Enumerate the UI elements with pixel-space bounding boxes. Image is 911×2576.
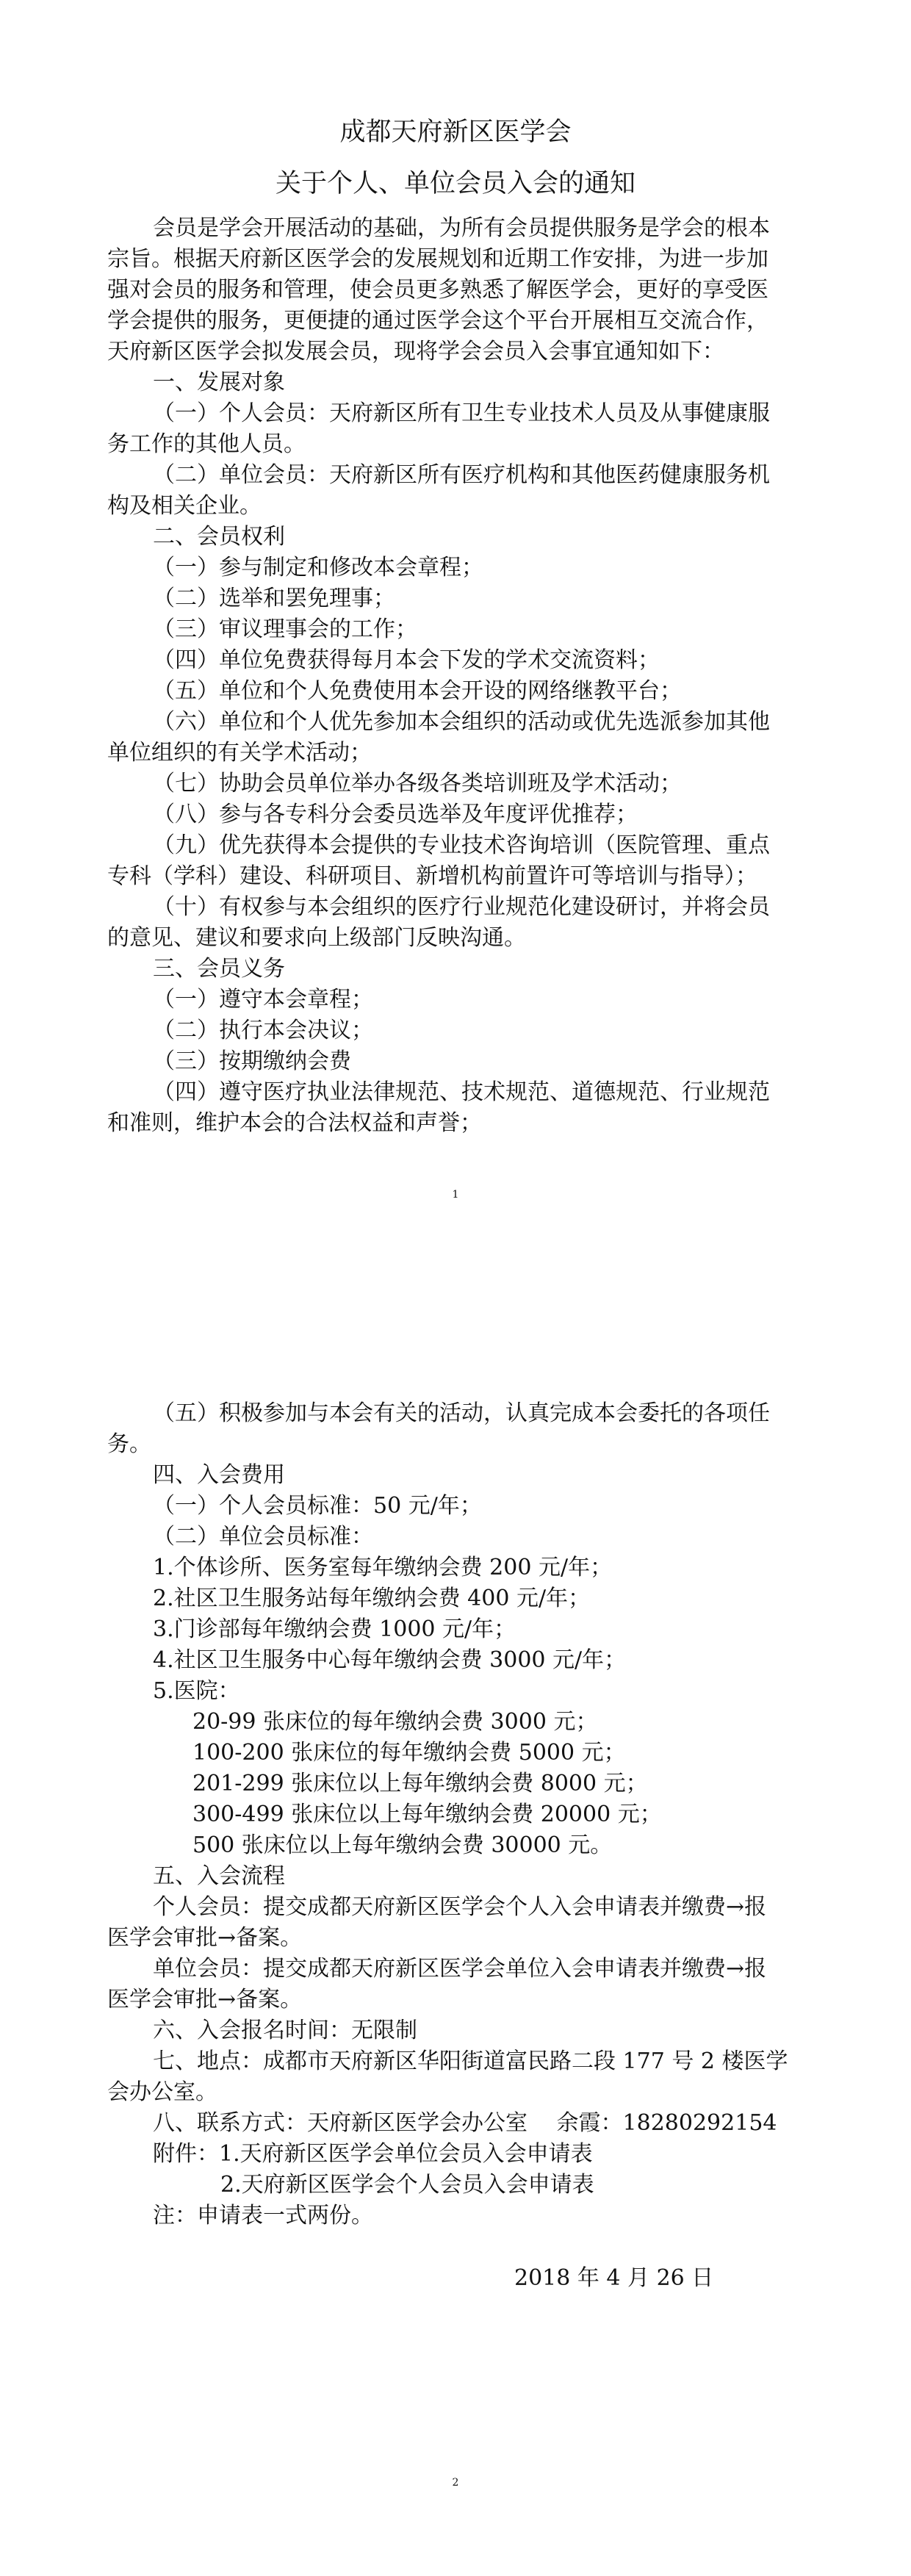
body-line: （二）执行本会决议； xyxy=(153,1018,373,1043)
fee-line: 1.个体诊所、医务室每年缴纳会费 200 元/年； xyxy=(153,1555,613,1580)
body-line: （一）个人会员：天府新区所有卫生专业技术人员及从事健康服 xyxy=(153,400,770,426)
document-title: 成都天府新区医学会 xyxy=(339,118,572,147)
page-2 xyxy=(0,1288,911,2576)
body-line: 会办公室。 xyxy=(107,2079,217,2105)
section-heading: 五、入会流程 xyxy=(153,1863,285,1889)
body-line: 天府新区医学会拟发展会员，现将学会会员入会事宜通知如下： xyxy=(107,339,724,364)
fee-line: 500 张床位以上每年缴纳会费 30000 元。 xyxy=(192,1832,613,1858)
document-date: 2018 年 4 月 26 日 xyxy=(514,2265,714,2291)
fee-line: 4.社区卫生服务中心每年缴纳会费 3000 元/年； xyxy=(153,1647,627,1673)
fee-line: 201-299 张床位以上每年缴纳会费 8000 元； xyxy=(192,1771,648,1796)
fee-line: 3.门诊部每年缴纳会费 1000 元/年； xyxy=(153,1616,516,1642)
body-line: （九）优先获得本会提供的专业技术咨询培训（医院管理、重点 xyxy=(153,832,770,858)
body-line: （一）个人会员标准：50 元/年； xyxy=(153,1493,482,1519)
fee-line: 300-499 张床位以上每年缴纳会费 20000 元； xyxy=(192,1802,662,1827)
body-line: 医学会审批→备案。 xyxy=(107,1925,303,1951)
body-line: （二）选举和罢免理事； xyxy=(153,586,395,611)
body-line: （一）参与制定和修改本会章程； xyxy=(153,555,483,580)
body-line: 的意见、建议和要求向上级部门反映沟通。 xyxy=(107,925,526,951)
fee-line: 2.社区卫生服务站每年缴纳会费 400 元/年； xyxy=(153,1586,591,1611)
body-line: （二）单位会员：天府新区所有医疗机构和其他医药健康服务机 xyxy=(153,462,770,488)
body-line: 务。 xyxy=(107,1431,151,1457)
fee-line: 100-200 张床位的每年缴纳会费 5000 元； xyxy=(192,1740,626,1766)
contact-line: 八、联系方式：天府新区医学会办公室 余霞：18280292154 xyxy=(153,2110,777,2136)
body-line: 个人会员：提交成都天府新区医学会个人入会申请表并缴费→报 xyxy=(153,1894,767,1920)
body-line: 单位会员：提交成都天府新区医学会单位入会申请表并缴费→报 xyxy=(153,1956,767,1982)
section-heading: 二、会员权利 xyxy=(153,524,285,550)
body-line: 会员是学会开展活动的基础，为所有会员提供服务是学会的根本 xyxy=(153,215,770,241)
fee-line: 20-99 张床位的每年缴纳会费 3000 元； xyxy=(192,1709,598,1735)
body-line: 单位组织的有关学术活动； xyxy=(107,740,372,766)
section-heading: 六、入会报名时间：无限制 xyxy=(153,2018,417,2043)
body-line: 强对会员的服务和管理，使会员更多熟悉了解医学会，更好的享受医 xyxy=(107,277,768,303)
body-line: （六）单位和个人优先参加本会组织的活动或优先选派参加其他 xyxy=(153,709,770,735)
body-line: 宗旨。根据天府新区医学会的发展规划和近期工作安排，为进一步加 xyxy=(107,246,768,272)
section-heading: 四、入会费用 xyxy=(153,1462,285,1488)
body-line: （八）参与各专科分会委员选举及年度评优推荐； xyxy=(153,802,638,827)
section-heading: 一、发展对象 xyxy=(153,370,285,395)
note-line: 注：申请表一式两份。 xyxy=(153,2203,373,2228)
attachment-line: 2.天府新区医学会个人会员入会申请表 xyxy=(220,2172,594,2198)
body-line: （二）单位会员标准： xyxy=(153,1524,373,1550)
body-line: 和准则，维护本会的合法权益和声誉； xyxy=(107,1110,482,1136)
body-line: （十）有权参与本会组织的医疗行业规范化建设研讨，并将会员 xyxy=(153,894,770,920)
body-line: （三）审议理事会的工作； xyxy=(153,616,417,642)
body-line: （五）积极参加与本会有关的活动，认真完成本会委托的各项任 xyxy=(153,1400,770,1426)
attachment-line: 附件：1.天府新区医学会单位会员入会申请表 xyxy=(153,2141,593,2167)
body-line: （三）按期缴纳会费 xyxy=(153,1048,351,1074)
body-line: 医学会审批→备案。 xyxy=(107,1987,303,2012)
body-line: 构及相关企业。 xyxy=(107,493,262,519)
document-subtitle: 关于个人、单位会员入会的通知 xyxy=(275,169,635,198)
section-heading: 七、地点：成都市天府新区华阳街道富民路二段 177 号 2 楼医学 xyxy=(153,2048,788,2074)
body-line: 专科（学科）建设、科研项目、新增机构前置许可等培训与指导）； xyxy=(107,863,757,889)
body-line: （五）单位和个人免费使用本会开设的网络继教平台； xyxy=(153,678,682,704)
body-line: 学会提供的服务，更便捷的通过医学会这个平台开展相互交流合作， xyxy=(107,308,768,334)
body-line: 务工作的其他人员。 xyxy=(107,431,306,457)
body-line: （四）遵守医疗执业法律规范、技术规范、道德规范、行业规范 xyxy=(153,1079,770,1105)
body-line: （一）遵守本会章程； xyxy=(153,987,373,1012)
page-number: 1 xyxy=(452,1189,459,1201)
body-line: （四）单位免费获得每月本会下发的学术交流资料； xyxy=(153,647,660,673)
fee-line: 5.医院： xyxy=(153,1678,240,1704)
section-heading: 三、会员义务 xyxy=(153,956,285,982)
page-number: 2 xyxy=(452,2477,459,2489)
body-line: （七）协助会员单位举办各级各类培训班及学术活动； xyxy=(153,771,682,796)
